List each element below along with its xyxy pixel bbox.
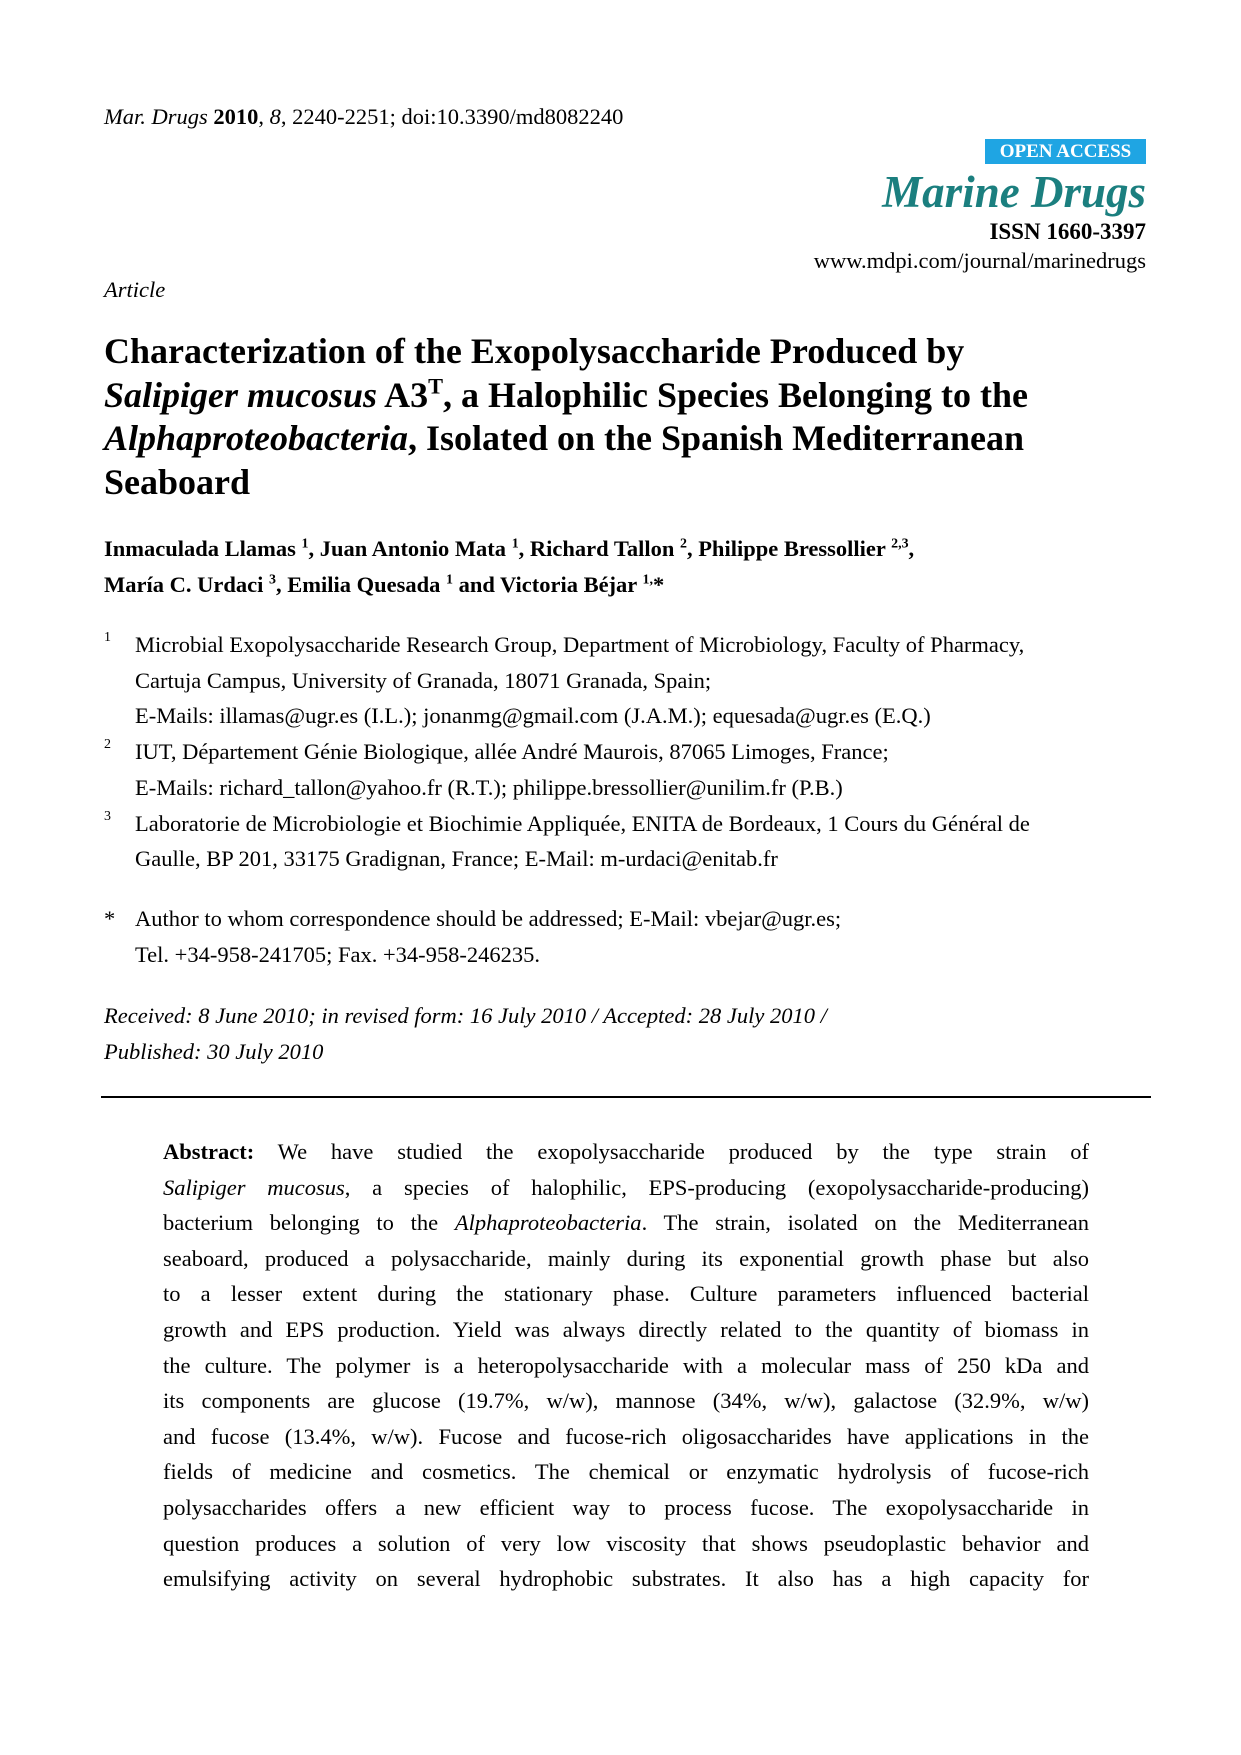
text-segment: Alphaproteobacteria bbox=[454, 1210, 642, 1236]
text-segment: seaboard, produced a polysaccharide, mainly during its exponential growth phase but also bbox=[163, 1245, 1089, 1271]
affiliation-number: 2 bbox=[104, 737, 111, 753]
text-segment: Characterization of the Exopolysaccharide Produced by bbox=[104, 331, 965, 371]
correspondence-line: Author to whom correspondence should be addressed; E-Mail: vbejar@ugr.es; bbox=[135, 906, 842, 931]
affiliation-line: Cartuja Campus, University of Granada, 18071 Granada, Spain; bbox=[135, 667, 712, 693]
affiliation-number: 3 bbox=[104, 808, 111, 824]
text-segment: Seaboard bbox=[104, 462, 251, 503]
text-segment: T bbox=[428, 373, 443, 399]
text-segment: and Victoria Béjar bbox=[452, 571, 643, 597]
journal-url[interactable]: www.mdpi.com/journal/marinedrugs bbox=[813, 248, 1146, 273]
text-segment: María C. Urdaci bbox=[104, 571, 269, 597]
author-line bbox=[104, 536, 914, 562]
abstract-line bbox=[163, 1175, 1089, 1201]
text-segment: 1, bbox=[642, 572, 653, 588]
affiliation-line: IUT, Département Génie Biologique, allée André Maurois, 87065 Limoges, France; bbox=[135, 739, 889, 765]
abstract-line bbox=[163, 1424, 1089, 1450]
text-segment: , a Halophilic Species Belonging to the bbox=[442, 374, 1029, 415]
text-segment: 1 bbox=[445, 572, 453, 588]
text-segment: 1 bbox=[511, 536, 519, 552]
text-segment: Inmaculada Llamas bbox=[104, 536, 302, 561]
text-segment: Salipiger mucosus bbox=[163, 1174, 345, 1200]
title-line bbox=[104, 417, 1024, 459]
text-segment: emulsifying activity on several hydrophobic substrates. It also has a high capacity for bbox=[163, 1566, 1089, 1592]
abstract-line bbox=[163, 1459, 1089, 1485]
date-line: Published: 30 July 2010 bbox=[104, 1038, 324, 1064]
abstract-line bbox=[163, 1246, 1089, 1272]
text-segment: Salipiger mucosus bbox=[104, 374, 378, 415]
affiliation-line: Microbial Exopolysaccharide Research Group, Department of Microbiology, Faculty of Pharmacy, bbox=[135, 632, 1025, 657]
text-segment: Abstract: bbox=[163, 1139, 255, 1164]
abstract-line bbox=[163, 1531, 1089, 1557]
affiliation-line: E-Mails: richard_tallon@yahoo.fr (R.T.); philippe.bressollier@unilim.fr (P.B.) bbox=[135, 774, 843, 800]
abstract-line bbox=[163, 1281, 1089, 1307]
text-segment: , a species of halophilic, EPS-producing (exopolysaccharide-producing) bbox=[344, 1174, 1089, 1200]
title-line bbox=[104, 374, 1028, 416]
text-segment: * bbox=[652, 571, 665, 597]
author-line bbox=[104, 572, 664, 598]
text-segment: to a lesser extent during the stationary phase. Culture parameters influenced bacterial bbox=[163, 1281, 1089, 1307]
text-segment: polysaccharides offers a new efficient way to process fucose. The exopolysaccharide in bbox=[163, 1495, 1089, 1520]
text-segment: Mar. Drugs bbox=[104, 104, 208, 129]
text-segment: . The strain, isolated on the Mediterranean bbox=[641, 1210, 1089, 1236]
text-segment: the culture. The polymer is a heteropolysaccharide with a molecular mass of 250 kDa and bbox=[163, 1352, 1089, 1378]
text-segment: We have studied the exopolysaccharide produced by the type strain of bbox=[254, 1139, 1089, 1164]
text-segment: , bbox=[908, 536, 915, 561]
text-segment: 2 bbox=[679, 536, 687, 552]
text-segment: question produces a solution of very low viscosity that shows pseudoplastic behavior and bbox=[163, 1530, 1089, 1556]
affiliation-number: 1 bbox=[104, 630, 111, 645]
text-segment: its components are glucose (19.7%, w/w), mannose (34%, w/w), galactose (32.9%, w/w) bbox=[163, 1388, 1089, 1414]
text-segment: , 2240-2251; doi:10.3390/md8082240 bbox=[280, 104, 624, 129]
affiliation-line: Laboratorie de Microbiologie et Biochimie Appliquée, ENITA de Bordeaux, 1 Cours du Général de bbox=[135, 810, 1030, 836]
text-segment: , Juan Antonio Mata bbox=[308, 536, 512, 561]
text-segment: , Philippe Bressollier bbox=[686, 536, 892, 561]
text-segment: growth and EPS production. Yield was always directly related to the quantity of biomass in bbox=[163, 1317, 1089, 1342]
citation-line bbox=[104, 104, 623, 130]
text-segment: 3 bbox=[268, 572, 276, 588]
text-segment: , Richard Tallon bbox=[518, 536, 680, 561]
affiliation-line: E-Mails: illamas@ugr.es (I.L.); jonanmg@gmail.com (J.A.M.); equesada@ugr.es (E.Q.) bbox=[135, 703, 931, 729]
date-line: Received: 8 June 2010; in revised form: 16 July 2010 / Accepted: 28 July 2010 / bbox=[104, 1003, 827, 1028]
abstract-line bbox=[163, 1353, 1089, 1379]
abstract-line bbox=[163, 1139, 1089, 1165]
text-segment: bacterium belonging to the bbox=[163, 1210, 455, 1236]
issn: ISSN 1660-3397 bbox=[989, 219, 1146, 244]
abstract-line bbox=[163, 1317, 1089, 1343]
text-segment: , Emilia Quesada bbox=[275, 571, 446, 597]
text-segment: 2,3 bbox=[891, 536, 909, 552]
abstract-line bbox=[163, 1388, 1089, 1414]
text-segment: Alphaproteobacteria bbox=[104, 418, 408, 459]
correspondence-mark: * bbox=[104, 906, 116, 931]
text-segment: , bbox=[258, 104, 270, 129]
text-segment: fields of medicine and cosmetics. The chemical or enzymatic hydrolysis of fucose-rich bbox=[163, 1459, 1089, 1485]
title-line bbox=[104, 330, 964, 372]
journal-name: Marine Drugs bbox=[882, 167, 1146, 217]
abstract-line bbox=[163, 1495, 1089, 1521]
open-access-badge: OPEN ACCESS bbox=[985, 139, 1146, 164]
article-type: Article bbox=[104, 277, 166, 302]
text-segment: A3 bbox=[377, 374, 429, 415]
affiliation-line: Gaulle, BP 201, 33175 Gradignan, France; E-Mail: m-urdaci@enitab.fr bbox=[135, 846, 778, 872]
abstract-line bbox=[163, 1210, 1089, 1236]
divider bbox=[101, 1096, 1151, 1098]
text-segment: 2010 bbox=[213, 104, 259, 129]
text-segment: and fucose (13.4%, w/w). Fucose and fucose-rich oligosaccharides have applications in the bbox=[163, 1423, 1089, 1449]
text-segment: 1 bbox=[301, 536, 309, 552]
text-segment: 8 bbox=[269, 104, 281, 129]
correspondence-line: Tel. +34-958-241705; Fax. +34-958-246235. bbox=[135, 941, 541, 967]
title-line bbox=[104, 461, 250, 503]
abstract-line bbox=[163, 1566, 1089, 1592]
text-segment: , Isolated on the Spanish Mediterranean bbox=[408, 418, 1025, 459]
